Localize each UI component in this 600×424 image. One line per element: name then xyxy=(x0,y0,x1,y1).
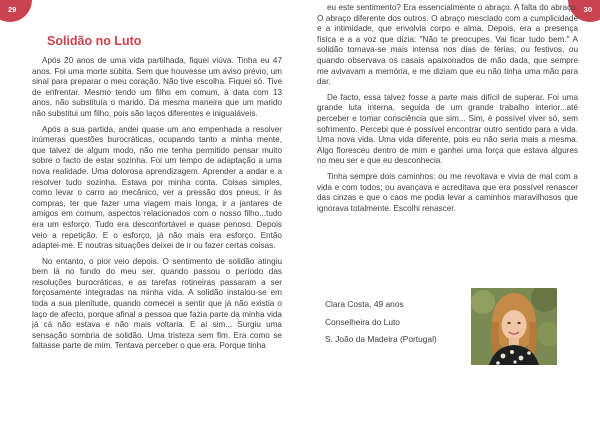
author-photo xyxy=(471,288,557,365)
paragraph-5: De facto, essa talvez fosse a parte mais difícil de superar. Foi uma grande luta interna, seguida de um grande trabalho interior...até perceber e tomar consciência que sim... Sim, é possível viver só, sem sofrimento. Percebi que é possível encontrar outro sentido para a vida. Uma nova vida. Uma vida diferente, pois eu não seria mais a mesma. Algo floresceu dentro de mim e ganhei uma força que estava algures no meu ser e que eu desconhecia. xyxy=(317,92,578,166)
author-portrait xyxy=(471,288,557,365)
right-page xyxy=(300,0,600,424)
paragraph-4: eu este sentimento? Era essencialmente o abraço. A falta do abraço. O abraço diferente dos outros. O abraço mesclado com a cumplicidade e a intimidade, que envolvia corpo e alma. Depois, era a presença física e a a voz que dizia: "Não te preocupes. Vai ficar tudo bem." A solidão tornava-se mais intensa nos dias de férias, ou festivos, ou quando observava os casais apaixonados de mão dada, que sempre me avivavam a memória, e me diziam que eu não tinha uma mão para dar. xyxy=(317,3,578,87)
paragraph-1: Após 20 anos de uma vida partilhada, fiquei viúva. Tinha eu 47 anos. Foi uma morte súbita. Sem que houvesse um aviso prévio, um sinal para preparar o meu coração. Não tive escolha. Fiquei só. Tive de enfrentar. Mesmo tendo um filho em comum, à data com 13 anos, não substituía o marido. Da mesma maneira que um marido não substitui um filho, pois são laços diferentes e inigualáveis. xyxy=(32,56,282,118)
paragraph-6: Tinha sempre dois caminhos: ou me revoltava e vivia de mal com a vida e com todos; ou avançava e acreditava que era possível renascer das cinzas e que o caos me podia levar a caminhos maravilhosos que ignorava totalmente. Escolhi renascer. xyxy=(317,171,578,213)
right-text-column xyxy=(317,3,578,219)
author-name: Clara Costa, 49 anos xyxy=(325,299,404,309)
paragraph-2: Após a sua partida, andei quase um ano empenhada a resolver inúmeras questões burocráticas, ocupando tanto a minha mente, que talvez de algum modo, não me tenha permitido pensar muito sobre o facto de estar sozinha. Foi um tempo de adaptação a uma nova realidade. Uma dolorosa aprendizagem. Aprender a andar e a resolver tudo sozinha. Estava por minha conta. Coisas simples, como levar o carro ao mecânico, ver a pressão dos pneus, ir às compras, ter que fazer uma viagem mais longa, ir a jantares de amigos em comum, aspectos relacionados com o nosso filho...tudo era um esforço. Tudo era desconfortável e quase penoso. Depois veio a repetição. E o esforço, já não mais era esforço. Então adaptei-me. E noutras situações deixei de ir ou fazer certas coisas. xyxy=(32,124,282,251)
author-location: S. João da Madeira (Portugal) xyxy=(325,334,437,344)
author-signature xyxy=(325,296,437,349)
article-title: Solidão no Luto xyxy=(47,34,142,48)
left-text-column xyxy=(32,56,282,357)
page-number-left: 29 xyxy=(8,5,17,14)
page-number-right: 30 xyxy=(583,5,592,14)
author-role: Conselheira do Luto xyxy=(325,316,400,327)
paragraph-3: No entanto, o pior veio depois. O sentimento de solidão atingiu bem lá no fundo do meu ser, quando passou o período das resoluções burocráticas, e as tarefas rotineiras passaram a ser forçosamente integradas na minha vida. A solidão instalou-se em toda a sua plenitude, quando comecei a sentir que já não existia o laço de afecto, porque afinal a pessoa que fazia parte da minha vida já cá não estava e não mais voltaria. E aí sim... Surgiu uma sensação sombria de solidão. Uma tristeza sem fim. Era como se faltasse parte de mim. Tentava perceber o que era. Porque tinha xyxy=(32,256,282,351)
